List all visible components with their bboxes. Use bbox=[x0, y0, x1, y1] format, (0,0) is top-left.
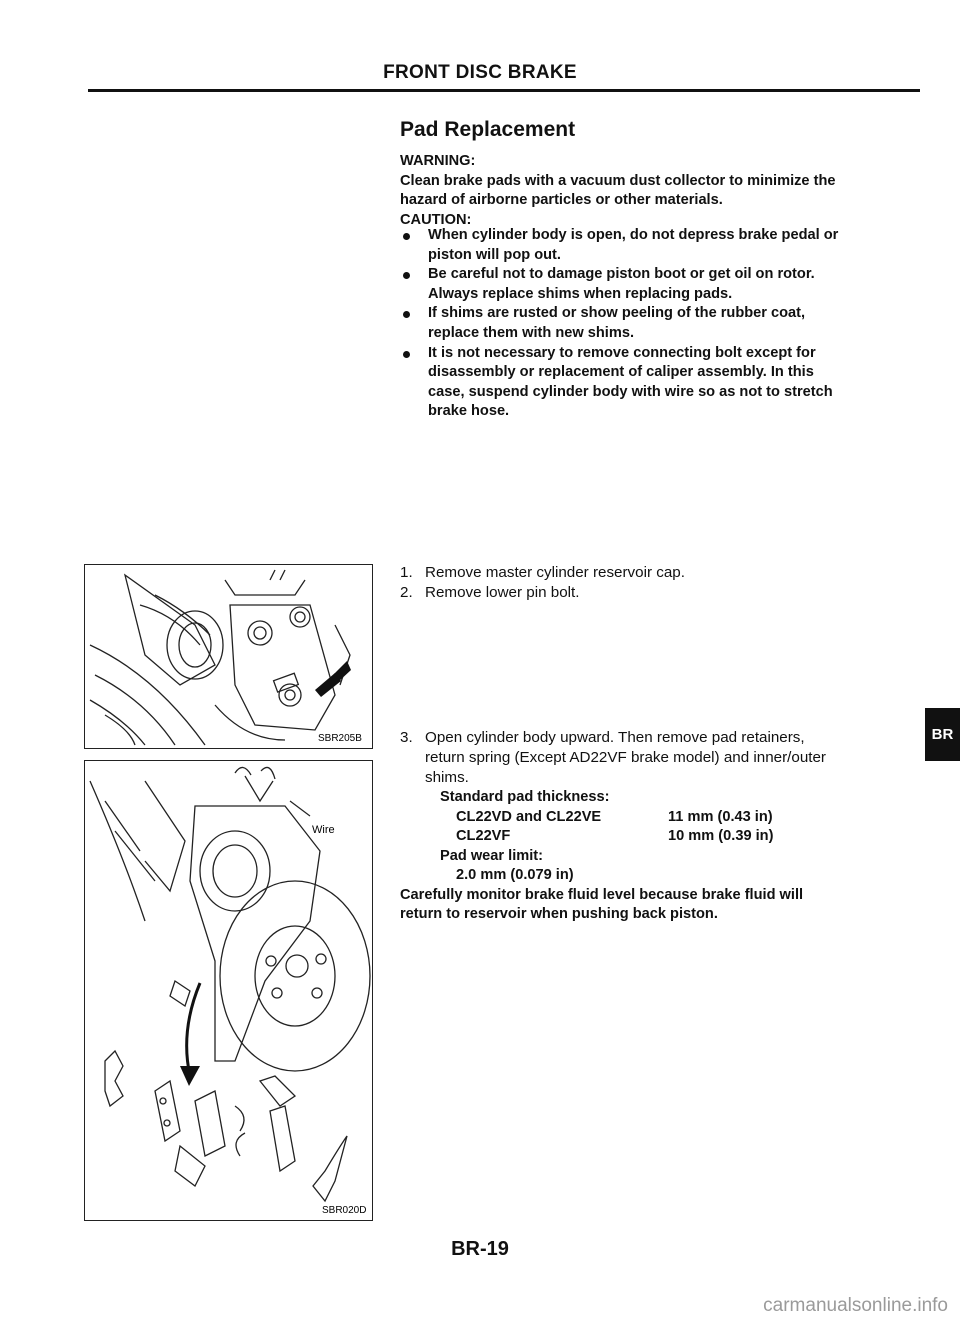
step-text: Remove master cylinder reservoir cap. bbox=[425, 564, 685, 581]
caution-text-line: Be careful not to damage piston boot or get oil on rotor. bbox=[428, 266, 815, 283]
caution-text-line: Always replace shims when replacing pads. bbox=[428, 285, 733, 302]
bullet-dot bbox=[403, 351, 410, 358]
caution-list bbox=[400, 226, 900, 422]
spec-value: 10 mm (0.39 in) bbox=[668, 828, 774, 844]
warning-block bbox=[400, 152, 900, 230]
step-text-line: Open cylinder body upward. Then remove pad retainers, bbox=[425, 729, 805, 746]
spec-standard-label: Standard pad thickness: bbox=[440, 789, 610, 805]
bullet-dot bbox=[403, 272, 410, 279]
steps-1-2 bbox=[400, 563, 900, 603]
caution-text-line: If shims are rusted or show peeling of the rubber coat, bbox=[428, 305, 806, 322]
caution-text-line: disassembly or replacement of caliper assembly. In this bbox=[428, 364, 814, 381]
caution-item bbox=[400, 304, 900, 343]
step-number: 2. bbox=[400, 584, 413, 601]
spec-row bbox=[400, 827, 900, 847]
spec-wear-value: 2.0 mm (0.079 in) bbox=[456, 867, 574, 883]
bullet-dot bbox=[403, 233, 410, 240]
step-item bbox=[400, 583, 900, 603]
step-number: 3. bbox=[400, 729, 413, 746]
note-text-line: return to reservoir when pushing back piston. bbox=[400, 906, 718, 922]
caution-item bbox=[400, 226, 900, 265]
note-text-line: Carefully monitor brake fluid level because brake fluid will bbox=[400, 886, 804, 903]
caution-item bbox=[400, 265, 900, 304]
figure-code: SBR205B bbox=[318, 733, 362, 744]
figure-code: SBR020D bbox=[322, 1205, 367, 1216]
caution-text-line: replace them with new shims. bbox=[428, 324, 634, 341]
step-number: 1. bbox=[400, 564, 413, 581]
figure-caliper-pin-bolt bbox=[84, 564, 373, 749]
warning-label: WARNING: bbox=[400, 153, 476, 169]
bullet-dot bbox=[403, 311, 410, 318]
caution-text-line: piston will pop out. bbox=[428, 246, 561, 263]
spec-model: CL22VF bbox=[456, 828, 511, 844]
page-number: BR-19 bbox=[451, 1238, 509, 1260]
step-item bbox=[400, 563, 900, 583]
figure-caliper-open bbox=[84, 760, 373, 1221]
watermark: carmanualsonline.info bbox=[763, 1295, 948, 1316]
spec-row bbox=[400, 808, 900, 828]
caution-item bbox=[400, 344, 900, 422]
step-item bbox=[400, 728, 900, 788]
step-3-block bbox=[400, 728, 900, 925]
spec-wear-label: Pad wear limit: bbox=[440, 847, 543, 864]
wire-label: Wire bbox=[312, 824, 335, 836]
caution-label: CAUTION: bbox=[400, 211, 472, 228]
step-text-line: return spring (Except AD22VF brake model) and inner/outer bbox=[425, 749, 826, 766]
caution-text-line: When cylinder body is open, do not depress brake pedal or bbox=[428, 227, 839, 243]
caution-text-line: brake hose. bbox=[428, 403, 510, 420]
caliper-pin-bolt-illustration bbox=[85, 565, 372, 748]
caliper-open-illustration bbox=[85, 761, 372, 1220]
spec-model: CL22VD and CL22VE bbox=[456, 808, 602, 825]
section-title: Pad Replacement bbox=[400, 118, 576, 141]
spec-value: 11 mm (0.43 in) bbox=[668, 808, 773, 825]
caution-text-line: case, suspend cylinder body with wire so as not to stretch bbox=[428, 383, 833, 400]
step-text-line: shims. bbox=[425, 769, 469, 786]
section-tab-br: BR bbox=[925, 708, 960, 761]
warning-text-line: hazard of airborne particles or other materials. bbox=[400, 192, 723, 209]
warning-text-line: Clean brake pads with a vacuum dust collector to minimize the bbox=[400, 172, 836, 189]
page-header-title: FRONT DISC BRAKE bbox=[383, 62, 577, 83]
header-rule bbox=[88, 89, 920, 92]
caution-text-line: It is not necessary to remove connecting bolt except for bbox=[428, 344, 816, 361]
step-text: Remove lower pin bolt. bbox=[425, 584, 580, 601]
